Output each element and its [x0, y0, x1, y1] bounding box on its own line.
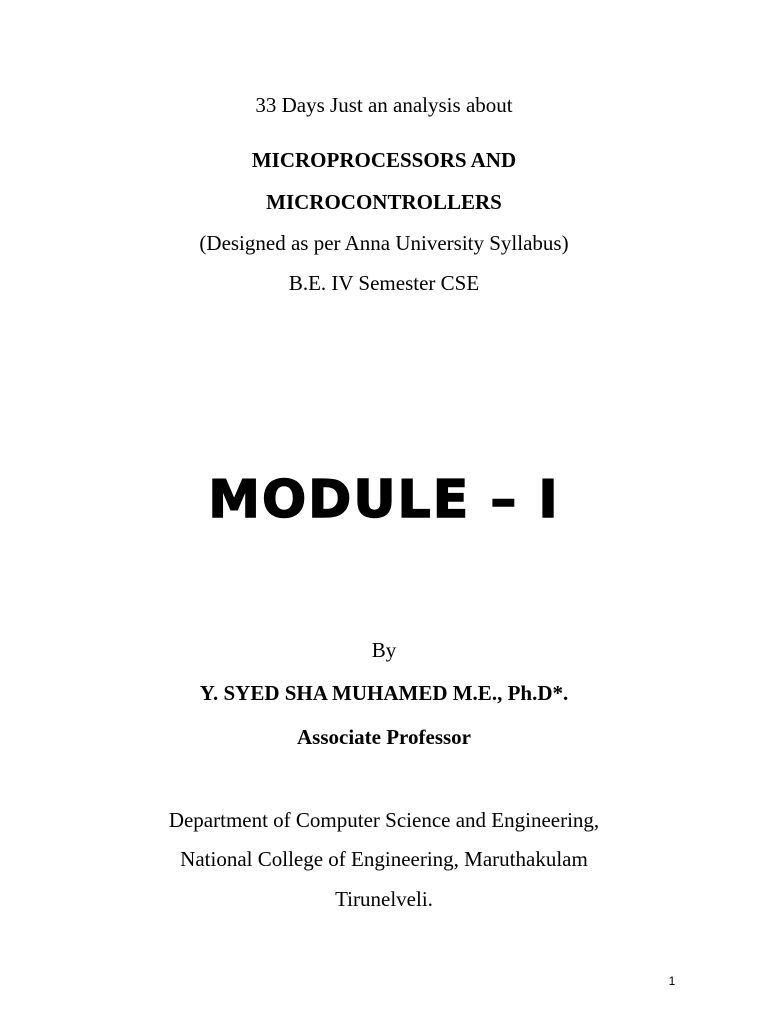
subject-title-line-1: MICROPROCESSORS AND: [251, 148, 517, 172]
author-designation: Associate Professor: [297, 725, 471, 749]
module-heading: MODULE – I: [208, 470, 560, 530]
semester-label: B.E. IV Semester CSE: [288, 271, 480, 295]
syllabus-note: (Designed as per Anna University Syllabus): [199, 231, 569, 255]
page-number: 1: [668, 974, 676, 988]
college-line: National College of Engineering, Maruthakulam: [180, 847, 588, 871]
author-name: Y. SYED SHA MUHAMED M.E., Ph.D*.: [199, 681, 569, 705]
subject-title-line-2: MICROCONTROLLERS: [266, 190, 502, 214]
intro-text: 33 Days Just an analysis about: [255, 93, 513, 117]
department-line: Department of Computer Science and Engineering,: [168, 808, 600, 832]
city-line: Tirunelveli.: [335, 887, 433, 911]
by-label: By: [371, 638, 397, 662]
